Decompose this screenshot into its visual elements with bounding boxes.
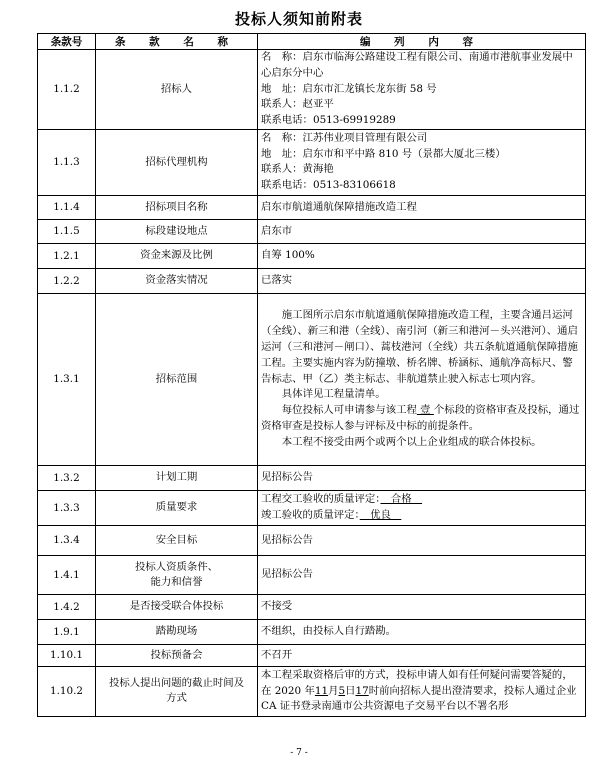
header-content: 编 列 内 容	[258, 34, 586, 50]
table-row	[38, 268, 586, 293]
clause-no: 1.3.1	[38, 293, 96, 465]
clause-content	[258, 666, 586, 716]
table-row	[38, 129, 586, 195]
clause-content: 见招标公告	[258, 555, 586, 594]
clause-no: 1.4.2	[38, 594, 96, 619]
clause-name: 质量要求	[96, 490, 258, 525]
table-row	[38, 525, 586, 555]
clause-no: 1.10.2	[38, 666, 96, 716]
text-fragment: 工程交工验收的质量评定：	[261, 493, 381, 506]
clause-content: 不召开	[258, 644, 586, 666]
underlined-value: 11	[314, 684, 329, 697]
text-fragment: 个标段的资格审查及投标，通过资格审查是投标人参与评标及中标的前提条件。	[261, 404, 580, 432]
clause-name: 资金落实情况	[96, 268, 258, 293]
text-fragment: 每位投标人可申请参与该工程	[281, 404, 417, 417]
content-line	[261, 492, 582, 508]
clause-name: 招标项目名称	[96, 195, 258, 219]
content-line: 联系电话：0513-69919289	[261, 114, 396, 127]
table-row	[38, 293, 586, 465]
clause-no: 1.1.4	[38, 195, 96, 219]
clause-no: 1.2.2	[38, 268, 96, 293]
clause-name: 资金来源及比例	[96, 243, 258, 268]
clause-name: 标段建设地点	[96, 219, 258, 243]
underlined-value: 优良	[359, 508, 402, 521]
clause-name: 安全目标	[96, 525, 258, 555]
clause-content: 不接受	[258, 594, 586, 619]
clause-name: 踏勘现场	[96, 619, 258, 644]
clause-no: 1.1.5	[38, 219, 96, 243]
text-fragment: 竣工验收的质量评定：	[261, 508, 360, 521]
table-row	[38, 666, 586, 716]
underlined-value: 17	[355, 684, 369, 697]
clause-name: 招标代理机构	[96, 129, 258, 195]
clause-no: 1.3.2	[38, 465, 96, 490]
underlined-value: 壹	[416, 404, 434, 417]
name-line: 方式	[166, 692, 187, 705]
clause-no: 1.3.3	[38, 490, 96, 525]
table-row	[38, 594, 586, 619]
header-clause-name: 条 款 名 称	[96, 34, 258, 50]
content-line: 地 址：启东市和平中路 810 号（景都大厦北三楼）	[261, 147, 506, 160]
clause-no: 1.2.1	[38, 243, 96, 268]
clause-table	[37, 33, 586, 717]
clause-name: 投标预备会	[96, 644, 258, 666]
clause-name	[96, 555, 258, 594]
name-line: 投标人提出问题的截止时间及	[108, 677, 245, 690]
text-fragment: 本工程采取资格后审的方式，投标申请人如有任何疑问需要答疑的，在 2020 年	[261, 668, 573, 697]
scope-paragraph: 具体详见工程量清单。	[281, 388, 386, 401]
name-line: 能力和信誉	[150, 575, 203, 588]
text-fragment: 月	[328, 684, 339, 697]
table-row	[38, 555, 586, 594]
scope-paragraph: 施工图所示启东市航道通航保障措施改造工程，主要含通吕运河（全线）、新三和港（全线）、南引河（新三和港河－头兴港河）、通启运河（三和港河－闸口）、蒿枝港河（全线）共五条航道通航保障措施工程。主要实施内容为防撞墩、桥名牌、桥涵标、通航净高标尺、警告标志、甲（乙）类主标志、非航道禁止驶入标志七项内容。	[261, 309, 578, 385]
clause-name: 计划工期	[96, 465, 258, 490]
clause-no: 1.4.1	[38, 555, 96, 594]
underlined-value: 合格	[380, 493, 423, 506]
table-row	[38, 243, 586, 268]
clause-content: 见招标公告	[258, 465, 586, 490]
table-row	[38, 465, 586, 490]
table-row	[38, 619, 586, 644]
clause-content	[258, 293, 586, 465]
page-title: 投标人须知前附表	[234, 10, 363, 28]
header-clause-no: 条款号	[38, 34, 96, 50]
name-line: 投标人资质条件、	[134, 560, 219, 573]
clause-content: 已落实	[258, 268, 586, 293]
content-line: 联系电话：0513-83106618	[261, 179, 396, 192]
table-row	[38, 219, 586, 243]
clause-name	[96, 666, 258, 716]
clause-content: 见招标公告	[258, 525, 586, 555]
clause-content: 自筹 100%	[258, 243, 586, 268]
clause-no: 1.1.3	[38, 129, 96, 195]
clause-content	[258, 129, 586, 195]
clause-content: 不组织，由投标人自行踏勘。	[258, 619, 586, 644]
clause-name: 招标人	[96, 50, 258, 130]
clause-name: 是否接受联合体投标	[96, 594, 258, 619]
content-line	[261, 508, 582, 524]
clause-no: 1.9.1	[38, 619, 96, 644]
content-line: 联系人：赵亚平	[261, 98, 334, 111]
clause-no: 1.3.4	[38, 525, 96, 555]
content-line: 地 址：启东市汇龙镇长龙东街 58 号	[261, 82, 437, 95]
underlined-value: 5	[338, 684, 346, 697]
clause-no: 1.1.2	[38, 50, 96, 130]
table-row	[38, 195, 586, 219]
page-number: - 7 -	[290, 748, 308, 758]
text-fragment: 日	[345, 684, 356, 697]
table-header-row	[38, 34, 586, 50]
clause-content	[258, 50, 586, 130]
clause-content: 启东市	[258, 219, 586, 243]
scope-paragraph	[261, 403, 582, 435]
table-row	[38, 644, 586, 666]
content-line: 名 称：启东市临海公路建设工程有限公司、南通市港航事业发展中心启东分中心	[261, 51, 573, 79]
clause-no: 1.10.1	[38, 644, 96, 666]
clause-content: 启东市航道通航保障措施改造工程	[258, 195, 586, 219]
table-row	[38, 50, 586, 130]
content-line: 联系人：黄海艳	[261, 163, 334, 176]
table-row	[38, 490, 586, 525]
clause-content	[258, 490, 586, 525]
content-line: 名 称：江苏伟业项目管理有限公司	[261, 131, 428, 144]
scope-paragraph: 本工程不接受由两个或两个以上企业组成的联合体投标。	[281, 435, 542, 448]
text-fragment: 时前向招标人提出澄清要求，投标人通过企业CA 证书登录南通市公共资源电子交易平台以不署名形	[261, 684, 577, 713]
clause-name: 招标范围	[96, 293, 258, 465]
